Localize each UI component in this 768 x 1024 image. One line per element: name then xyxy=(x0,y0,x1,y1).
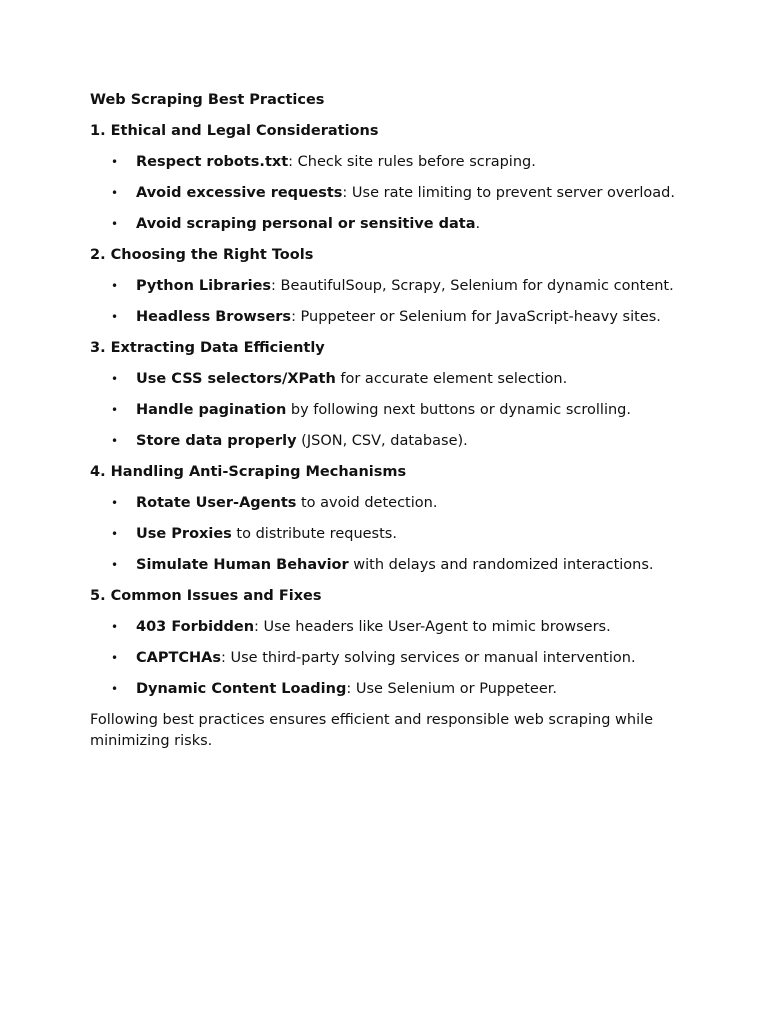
list-item xyxy=(90,400,690,421)
item-bold-text: Python Libraries xyxy=(136,278,272,294)
item-text: : Check site rules before scraping. xyxy=(288,154,536,170)
item-bold-text: CAPTCHAs xyxy=(136,650,222,666)
section-heading: 4. Handling Anti-Scraping Mechanisms xyxy=(90,464,407,480)
list-item xyxy=(90,183,690,204)
item-text: : Use Selenium or Puppeteer. xyxy=(346,681,557,697)
conclusion-paragraph: Following best practices ensures efficient and responsible web scraping while minimizing risks. xyxy=(90,712,654,749)
bullet-icon: • xyxy=(111,403,119,417)
item-bold-text: Respect robots.txt xyxy=(136,154,289,170)
item-text: by following next buttons or dynamic scrolling. xyxy=(286,402,631,418)
list-item xyxy=(90,648,690,669)
section-3 xyxy=(90,338,690,452)
item-text: . xyxy=(475,216,481,232)
bullet-icon: • xyxy=(111,186,119,200)
list-item xyxy=(90,276,690,297)
item-text: to avoid detection. xyxy=(296,495,438,511)
bullet-list xyxy=(90,493,690,576)
item-bold-text: Headless Browsers xyxy=(136,309,292,325)
section-1 xyxy=(90,121,690,235)
document-title: Web Scraping Best Practices xyxy=(90,92,325,108)
bullet-icon: • xyxy=(111,651,119,665)
bullet-icon: • xyxy=(111,434,119,448)
bullet-icon: • xyxy=(111,620,119,634)
list-item xyxy=(90,307,690,328)
section-heading: 1. Ethical and Legal Considerations xyxy=(90,123,379,139)
item-text: : Puppeteer or Selenium for JavaScript-heavy sites. xyxy=(291,309,661,325)
list-item xyxy=(90,493,690,514)
item-bold-text: 403 Forbidden xyxy=(136,619,255,635)
bullet-icon: • xyxy=(111,527,119,541)
section-heading: 2. Choosing the Right Tools xyxy=(90,247,314,263)
bullet-icon: • xyxy=(111,682,119,696)
item-text: with delays and randomized interactions. xyxy=(348,557,654,573)
item-bold-text: Handle pagination xyxy=(136,402,287,418)
item-text: for accurate element selection. xyxy=(335,371,568,387)
list-item xyxy=(90,431,690,452)
list-item xyxy=(90,152,690,173)
list-item xyxy=(90,214,690,235)
item-text: : Use third-party solving services or manual intervention. xyxy=(221,650,636,666)
bullet-list xyxy=(90,152,690,235)
bullet-icon: • xyxy=(111,217,119,231)
bullet-list xyxy=(90,276,690,328)
item-text: (JSON, CSV, database). xyxy=(296,433,468,449)
item-bold-text: Avoid excessive requests xyxy=(136,185,343,201)
bullet-icon: • xyxy=(111,279,119,293)
item-bold-text: Dynamic Content Loading xyxy=(136,681,347,697)
item-bold-text: Use CSS selectors/XPath xyxy=(136,371,336,387)
list-item xyxy=(90,617,690,638)
bullet-list xyxy=(90,617,690,700)
section-heading: 5. Common Issues and Fixes xyxy=(90,588,322,604)
item-bold-text: Avoid scraping personal or sensitive data xyxy=(136,216,476,232)
bullet-icon: • xyxy=(111,558,119,572)
item-text: : BeautifulSoup, Scrapy, Selenium for dynamic content. xyxy=(271,278,674,294)
item-bold-text: Simulate Human Behavior xyxy=(136,557,349,573)
bullet-list xyxy=(90,369,690,452)
list-item xyxy=(90,555,690,576)
item-text: : Use rate limiting to prevent server overload. xyxy=(342,185,675,201)
section-4 xyxy=(90,462,690,576)
bullet-icon: • xyxy=(111,310,119,324)
list-item xyxy=(90,524,690,545)
section-5 xyxy=(90,586,690,700)
item-text: : Use headers like User-Agent to mimic browsers. xyxy=(254,619,611,635)
section-2 xyxy=(90,245,690,328)
document-page xyxy=(90,90,690,751)
list-item xyxy=(90,369,690,390)
bullet-icon: • xyxy=(111,372,119,386)
list-item xyxy=(90,679,690,700)
item-bold-text: Rotate User-Agents xyxy=(136,495,297,511)
section-heading: 3. Extracting Data Efficiently xyxy=(90,340,325,356)
bullet-icon: • xyxy=(111,155,119,169)
bullet-icon: • xyxy=(111,496,119,510)
item-text: to distribute requests. xyxy=(231,526,397,542)
item-bold-text: Use Proxies xyxy=(136,526,232,542)
item-bold-text: Store data properly xyxy=(136,433,297,449)
